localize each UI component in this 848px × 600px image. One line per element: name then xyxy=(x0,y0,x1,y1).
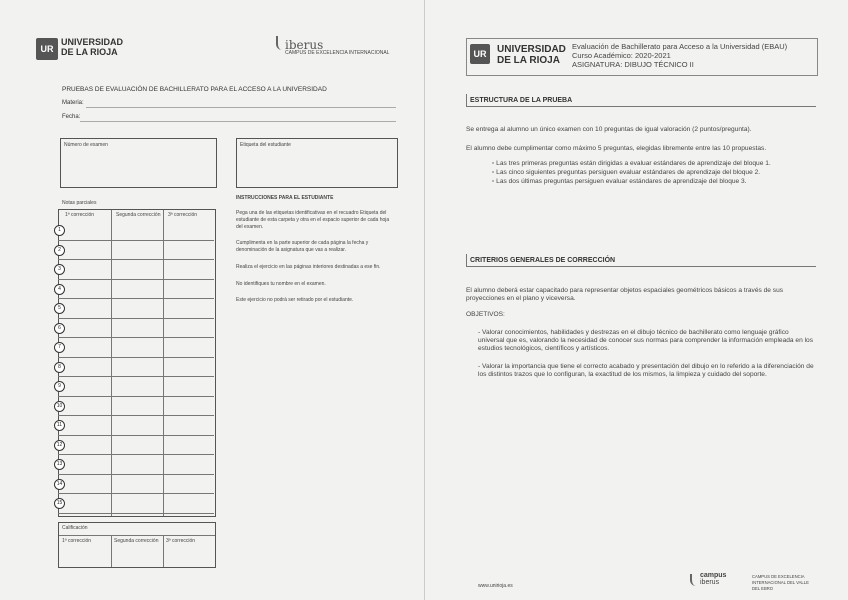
campus-word: campus xyxy=(700,572,727,579)
table-col-divider xyxy=(111,210,112,516)
exam-heading: PRUEBAS DE EVALUACIÓN DE BACHILLERATO PARA EL ACCESO A LA UNIVERSIDAD xyxy=(62,86,327,93)
table-row xyxy=(58,435,214,436)
materia-line xyxy=(86,107,396,108)
bullet-text: Las dos últimas preguntas persiguen evaluar estándares de aprendizaje del bloque 3. xyxy=(496,178,747,185)
table-row xyxy=(58,454,214,455)
col-header-1: 1ª corrección xyxy=(65,212,95,218)
structure-p2: El alumno debe cumplimentar como máximo 5 preguntas, elegidas libremente entre las 10 propuestas. xyxy=(466,145,767,152)
row-number: 11 xyxy=(54,420,65,431)
row-number: 9 xyxy=(54,381,65,392)
iberus-name: iberus xyxy=(285,38,324,52)
campus-iberus-logo xyxy=(700,572,726,586)
row-number: 14 xyxy=(54,479,65,490)
table-row xyxy=(58,513,214,514)
grade-col-divider xyxy=(111,535,112,567)
row-number: 12 xyxy=(54,440,65,451)
grade-col-divider xyxy=(163,535,164,567)
table-row xyxy=(58,240,214,241)
row-number: 4 xyxy=(54,284,65,295)
fecha-label: Fecha: xyxy=(62,114,81,120)
exam-number-box xyxy=(60,138,217,188)
table-row xyxy=(58,415,214,416)
grade-box xyxy=(58,522,216,568)
title-line1: Evaluación de Bachillerato para Acceso a la Universidad (EBAU) xyxy=(572,42,788,51)
col-header-3: 3ª corrección xyxy=(168,212,198,218)
university-logo-right: UR xyxy=(470,44,490,64)
row-number: 10 xyxy=(54,401,65,412)
objective-1: - Valorar conocimientos, habilidades y destrezas en el dibujo técnico de bachillerato como lenguaje gráfico universal que es, valorando la necesidad de conocer sus normas para comprender la información empleada en los estudios tecnológicos, científicos y artísticos. xyxy=(478,329,814,352)
table-col-divider xyxy=(163,210,164,516)
row-number: 13 xyxy=(54,459,65,470)
instruction-3: Realiza el ejercicio en las páginas interiores destinadas a ese fin. xyxy=(236,264,381,270)
university-name-right xyxy=(497,44,566,66)
row-number: 7 xyxy=(54,342,65,353)
table-row xyxy=(58,279,214,280)
university-logo-left: UR xyxy=(36,38,58,60)
table-row xyxy=(58,298,214,299)
objective-2: - Valorar la importancia que tiene el correcto acabado y presentación del dibujo en lo referido a la diferenciación de los distintos trazos que lo configuran, la exactitud de los mismos, la limpieza y cuidado del soporte. xyxy=(478,363,814,378)
instruction-1: Pega una de las etiquetas identificativas en el recuadro Etiqueta del estudiante de esta carpeta y otra en el espacio superior de cada hoja del examen. xyxy=(236,210,390,230)
structure-bullet-2: ▫ Las cinco siguientes preguntas persiguen evaluar estándares de aprendizaje del bloque 2. xyxy=(492,169,761,176)
grade-col-1: 1ª corrección xyxy=(62,538,92,544)
page-divider xyxy=(424,0,425,600)
footer-small-text: CAMPUS DE EXCELENCIA INTERNACIONAL DEL VALLE DEL EBRO xyxy=(752,574,809,591)
structure-p1: Se entrega al alumno un único examen con 10 preguntas de igual valoración (2 puntos/pregunta). xyxy=(466,126,752,133)
criteria-p1: El alumno deberá estar capacitado para representar objetos espaciales geométricos básicos a través de sus proyecciones en el plano y viceversa. xyxy=(466,287,784,302)
row-number: 5 xyxy=(54,303,65,314)
iberus-leaf-icon xyxy=(276,36,286,50)
grade-label: Calificación xyxy=(62,525,88,531)
row-number: 3 xyxy=(54,264,65,275)
row-number: 6 xyxy=(54,323,65,334)
col-header-2: Segunda corrección xyxy=(116,212,161,218)
title-line3: ASIGNATURA: DIBUJO TÉCNICO II xyxy=(572,60,694,69)
partial-notes-table xyxy=(58,209,216,517)
partial-notes-label: Notas parciales xyxy=(62,200,97,206)
bullet-text: Las cinco siguientes preguntas persiguen evaluar estándares de aprendizaje del bloque 2. xyxy=(496,169,761,176)
table-row xyxy=(58,376,214,377)
section-criteria-heading: CRITERIOS GENERALES DE CORRECCIÓN xyxy=(470,257,616,264)
footer-url: www.unirioja.es xyxy=(478,583,513,589)
student-label: Etiqueta del estudiante xyxy=(240,142,291,148)
table-row xyxy=(58,337,214,338)
table-row xyxy=(58,318,214,319)
university-name-left xyxy=(61,37,123,57)
uni-line1: UNIVERSIDAD xyxy=(497,44,566,55)
table-row xyxy=(58,259,214,260)
row-number: 15 xyxy=(54,498,65,509)
row-number: 1 xyxy=(54,225,65,236)
table-row xyxy=(58,493,214,494)
instruction-2: Cumplimenta en la parte superior de cada página la fecha y denominación de la asignatura que vas a realizar. xyxy=(236,240,369,253)
section-structure-heading: ESTRUCTURA DE LA PRUEBA xyxy=(470,97,573,104)
section-criteria-rule xyxy=(466,266,816,267)
row-number: 8 xyxy=(54,362,65,373)
materia-label: Materia: xyxy=(62,100,84,106)
exam-number-label: Número de examen xyxy=(64,142,108,148)
objective-text: Valorar conocimientos, habilidades y destrezas en el dibujo técnico de bachillerato como lenguaje gráfico universal que es, valorando la necesidad de conocer sus normas para comprender la información empleada en los estudios tecnológicos, científicos y artísticos. xyxy=(478,329,814,352)
grade-divider xyxy=(59,535,215,536)
instruction-5: Este ejercicio no podrá ser retirado por el estudiante. xyxy=(236,297,354,303)
objective-text: Valorar la importancia que tiene el correcto acabado y presentación del dibujo en lo referido a la diferenciación de los distintos trazos que lo configuran, la exactitud de los mismos, la limpieza y cuidado del soporte. xyxy=(478,363,814,378)
table-row xyxy=(58,474,214,475)
uni-line2: DE LA RIOJA xyxy=(497,55,560,66)
table-row xyxy=(58,357,214,358)
student-label-box xyxy=(236,138,398,188)
iberus-word: iberus xyxy=(700,579,720,586)
table-row xyxy=(58,396,214,397)
instruction-4: No identifiques tu nombre en el examen. xyxy=(236,281,326,287)
instructions-title: INSTRUCCIONES PARA EL ESTUDIANTE xyxy=(236,195,334,201)
structure-bullet-3: ▫ Las dos últimas preguntas persiguen evaluar estándares de aprendizaje del bloque 3. xyxy=(492,178,747,185)
bullet-text: Las tres primeras preguntas están dirigidas a evaluar estándares de aprendizaje del bloque 1. xyxy=(496,160,771,167)
exam-title-block xyxy=(572,42,787,69)
section-structure-left-bar xyxy=(466,94,467,107)
title-line2: Curso Académico: 2020-2021 xyxy=(572,51,671,60)
grade-col-2: Segunda corrección xyxy=(114,538,159,544)
grade-col-3: 3ª corrección xyxy=(166,538,196,544)
structure-bullet-1: ▫ Las tres primeras preguntas están dirigidas a evaluar estándares de aprendizaje del bloque 1. xyxy=(492,160,771,167)
fecha-line xyxy=(80,121,396,122)
objectives-label: OBJETIVOS: xyxy=(466,311,505,318)
section-structure-rule xyxy=(466,106,816,107)
iberus-subtitle: CAMPUS DE EXCELENCIA INTERNACIONAL xyxy=(285,50,390,56)
uni-line2: DE LA RIOJA xyxy=(61,47,118,57)
campus-leaf-icon xyxy=(690,574,699,586)
uni-line1: UNIVERSIDAD xyxy=(61,37,124,47)
section-criteria-left-bar xyxy=(466,254,467,267)
row-number: 2 xyxy=(54,245,65,256)
